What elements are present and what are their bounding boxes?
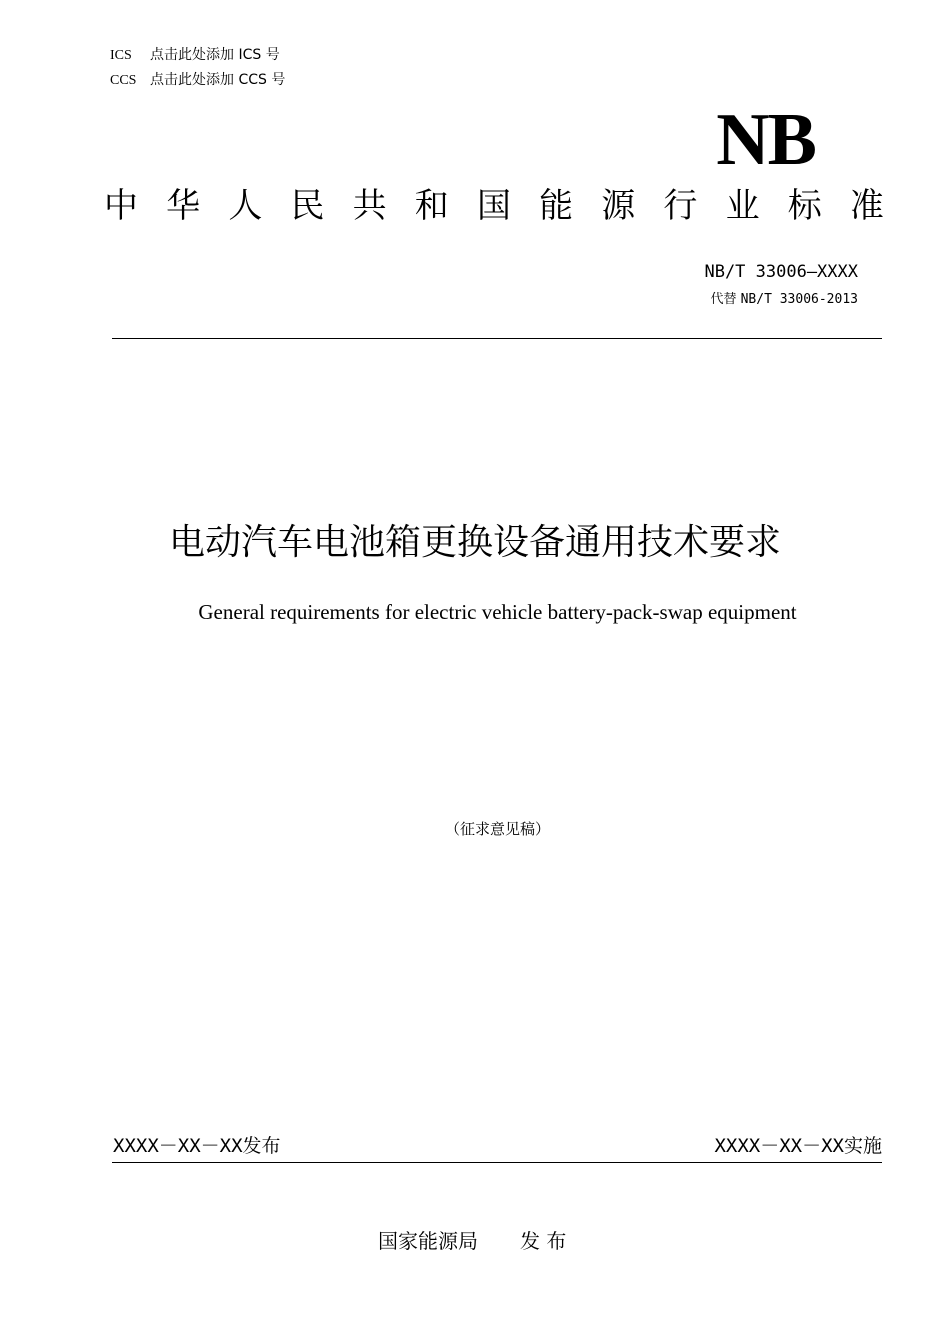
nb-logo: NB	[716, 99, 815, 181]
standard-type-char: 源	[601, 186, 636, 226]
issuer-action: 发 布	[520, 1229, 567, 1253]
ccs-label: CCS	[110, 73, 137, 88]
replaces-number: NB/T 33006-2013	[740, 292, 858, 307]
standard-type-char: 能	[539, 186, 574, 226]
standard-type-char: 业	[725, 186, 760, 226]
standard-type-char: 行	[663, 186, 698, 226]
draft-stage: （征求意见稿）	[444, 820, 550, 838]
replaces-line	[710, 291, 858, 309]
standard-type-char: 民	[290, 186, 325, 226]
issuer-org: 国家能源局	[378, 1229, 478, 1253]
ccs-value[interactable]: 点击此处添加 CCS 号	[150, 72, 286, 88]
standard-type-char: 中	[104, 186, 138, 226]
implement-date: XXXX－XX－XX	[714, 1135, 844, 1157]
publish-date-line	[113, 1133, 281, 1159]
standard-type-char: 人	[228, 186, 263, 226]
header-divider	[112, 338, 882, 339]
footer-divider	[112, 1162, 882, 1163]
standard-type-title	[104, 186, 884, 226]
replaces-label: 代替	[710, 292, 737, 307]
standard-type-char: 华	[166, 186, 201, 226]
ics-line	[110, 46, 280, 65]
ccs-line	[110, 71, 285, 90]
ics-label: ICS	[110, 48, 132, 63]
standard-type-char: 准	[849, 186, 884, 226]
standard-type-char: 国	[476, 186, 511, 226]
publish-label: 发布	[242, 1135, 281, 1157]
issuer-line	[378, 1227, 566, 1255]
document-title-en: General requirements for electric vehicle battery-pack-swap equipment	[198, 600, 797, 624]
standard-type-char: 共	[352, 186, 387, 226]
document-title-cn: 电动汽车电池箱更换设备通用技术要求	[168, 522, 781, 563]
implement-date-line	[714, 1133, 882, 1159]
standard-type-char: 标	[787, 186, 822, 226]
implement-label: 实施	[843, 1135, 882, 1157]
ics-value[interactable]: 点击此处添加 ICS 号	[150, 47, 280, 63]
publish-date: XXXX－XX－XX	[113, 1135, 243, 1157]
standard-type-char: 和	[414, 186, 449, 226]
standard-number: NB/T 33006—XXXX	[704, 262, 858, 282]
